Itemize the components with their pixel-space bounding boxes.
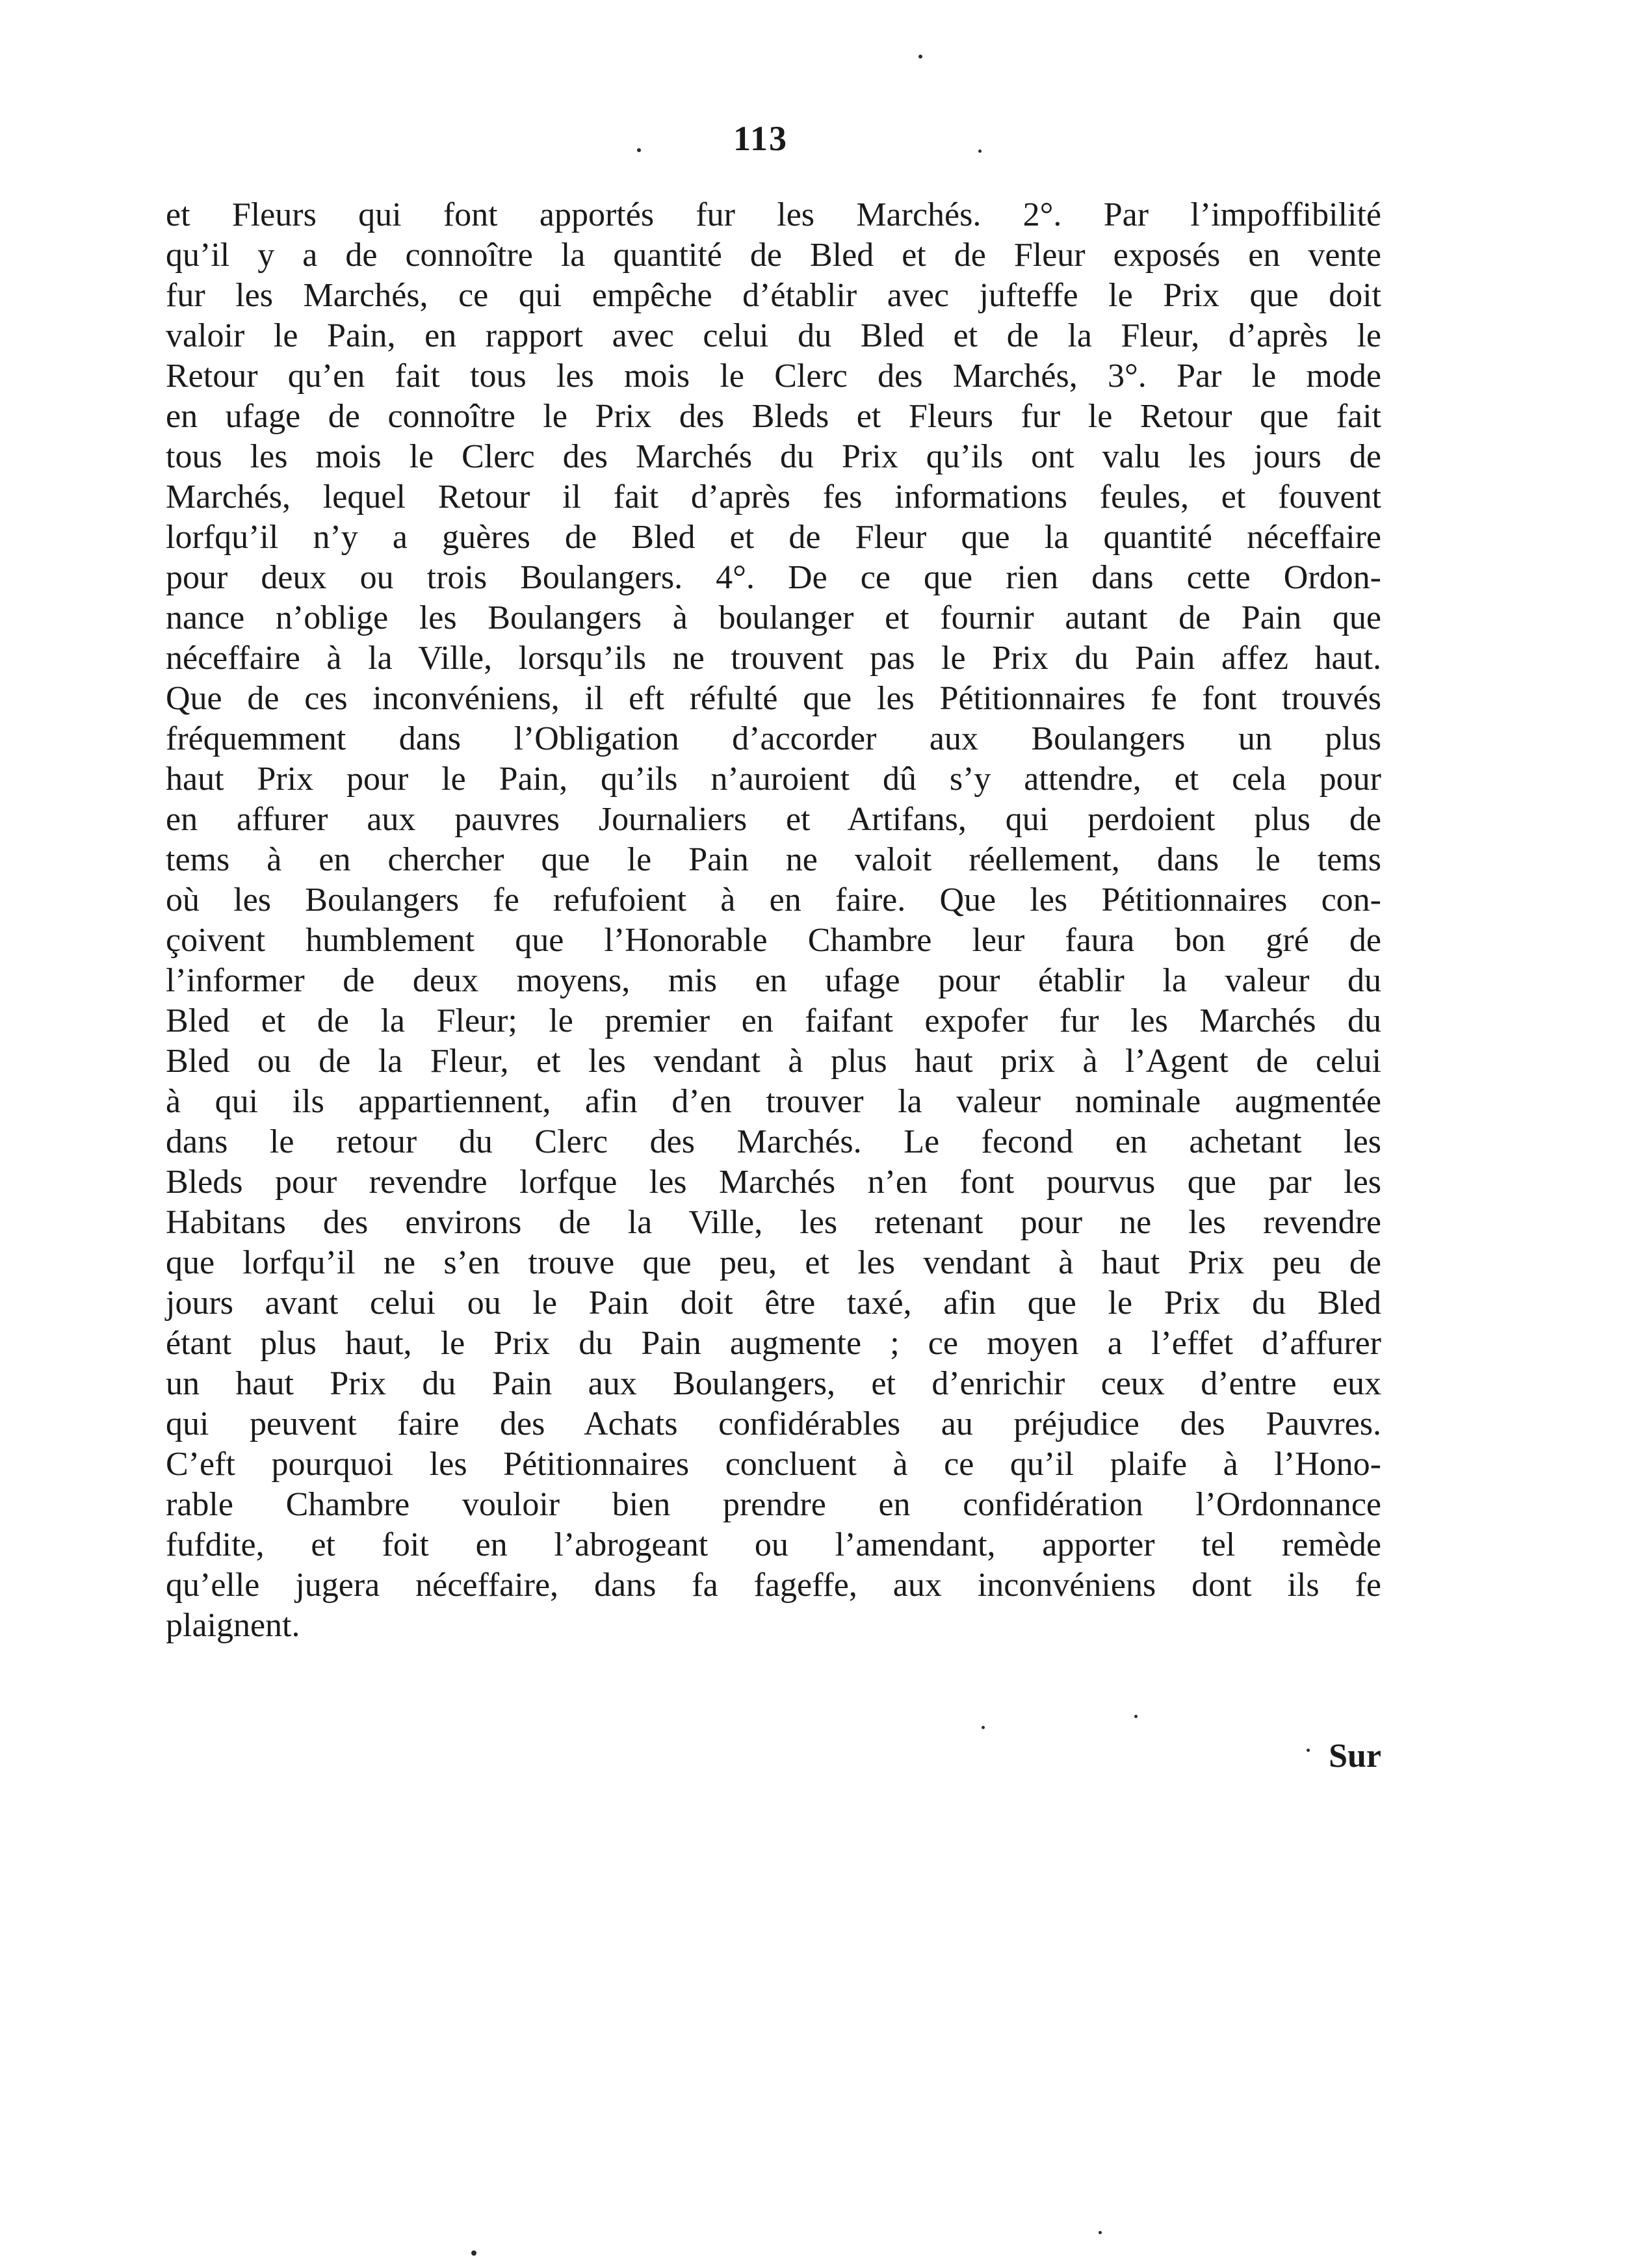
ink-speck — [978, 150, 982, 153]
text-line: à qui ils appartiennent, afin d’en trouver la valeur nominale augmentée — [166, 1083, 1381, 1120]
text-line: où les Boulangers fe refufoient à en faire. Que les Pétitionnaires con- — [166, 881, 1381, 919]
text-line: étant plus haut, le Prix du Pain augmente ; ce moyen a l’effet d’affurer — [166, 1325, 1381, 1362]
text-line: fréquemment dans l’Obligation d’accorder aux Boulangers un plus — [166, 720, 1381, 757]
text-line: Bled ou de la Fleur, et les vendant à plus haut prix à l’Agent de celui — [166, 1043, 1381, 1080]
text-line: qu’elle jugera néceffaire, dans fa fageffe, aux inconvéniens dont ils fe — [166, 1567, 1381, 1604]
body-text — [166, 195, 1381, 1646]
text-line: jours avant celui ou le Pain doit être taxé, afin que le Prix du Bled — [166, 1284, 1381, 1322]
text-line: lorfqu’il n’y a guères de Bled et de Fleur que la quantité néceffaire — [166, 519, 1381, 556]
text-line: pour deux ou trois Boulangers. 4°. De ce que rien dans cette Ordon- — [166, 559, 1381, 596]
text-line: nance n’oblige les Boulangers à boulanger et fournir autant de Pain que — [166, 599, 1381, 636]
ink-speck — [637, 148, 641, 152]
text-line: dans le retour du Clerc des Marchés. Le fecond en achetant les — [166, 1123, 1381, 1160]
text-line: Retour qu’en fait tous les mois le Clerc des Marchés, 3°. Par le mode — [166, 358, 1381, 395]
text-line: C’eft pourquoi les Pétitionnaires concluent à ce qu’il plaife à l’Hono- — [166, 1446, 1381, 1483]
text-line: Que de ces inconvéniens, il eft réfulté que les Pétitionnaires fe font trouvés — [166, 680, 1381, 717]
text-line: en affurer aux pauvres Journaliers et Artifans, qui perdoient plus de — [166, 801, 1381, 838]
text-line: Bled et de la Fleur; le premier en faifant expofer fur les Marchés du — [166, 1002, 1381, 1039]
text-line: Marchés, lequel Retour il fait d’après fes informations feules, et fouvent — [166, 478, 1381, 515]
text-line: fur les Marchés, ce qui empêche d’établir avec jufteffe le Prix que doit — [166, 277, 1381, 314]
page-number: 113 — [733, 119, 788, 158]
ink-speck — [471, 2250, 476, 2256]
text-line: Bleds pour revendre lorfque les Marchés n’en font pourvus que par les — [166, 1164, 1381, 1201]
text-line: et Fleurs qui font apportés fur les Marchés. 2°. Par l’impoffibilité — [166, 196, 1381, 233]
ink-speck — [1134, 1715, 1138, 1718]
ink-speck — [1099, 2231, 1102, 2234]
text-line: qui peuvent faire des Achats confidérables au préjudice des Pauvres. — [166, 1405, 1381, 1442]
text-line: plaignent. — [166, 1607, 300, 1644]
text-line: fufdite, et foit en l’abrogeant ou l’amendant, apporter tel remède — [166, 1526, 1381, 1563]
text-line: çoivent humblement que l’Honorable Chambre leur faura bon gré de — [166, 922, 1381, 959]
text-line: tous les mois le Clerc des Marchés du Prix qu’ils ont valu les jours de — [166, 438, 1381, 475]
text-line: un haut Prix du Pain aux Boulangers, et d’enrichir ceux d’entre eux — [166, 1365, 1381, 1402]
text-line: que lorfqu’il ne s’en trouve que peu, et les vendant à haut Prix peu de — [166, 1244, 1381, 1281]
text-line: haut Prix pour le Pain, qu’ils n’auroient dû s’y attendre, et cela pour — [166, 761, 1381, 798]
catchword: Sur — [1329, 1738, 1381, 1775]
text-line: tems à en chercher que le Pain ne valoit réellement, dans le tems — [166, 841, 1381, 878]
text-line: valoir le Pain, en rapport avec celui du Bled et de la Fleur, d’après le — [166, 317, 1381, 354]
ink-speck — [982, 1726, 985, 1729]
text-line: qu’il y a de connoître la quantité de Bled et de Fleur exposés en vente — [166, 237, 1381, 274]
text-line: Habitans des environs de la Ville, les retenant pour ne les revendre — [166, 1204, 1381, 1241]
text-line: néceffaire à la Ville, lorsqu’ils ne trouvent pas le Prix du Pain affez haut. — [166, 640, 1381, 677]
ink-speck — [1307, 1749, 1310, 1752]
text-line: en ufage de connoître le Prix des Bleds et Fleurs fur le Retour que fait — [166, 398, 1381, 435]
text-line: rable Chambre vouloir bien prendre en confidération l’Ordonnance — [166, 1486, 1381, 1523]
ink-speck — [918, 55, 922, 59]
text-line: l’informer de deux moyens, mis en ufage pour établir la valeur du — [166, 962, 1381, 999]
